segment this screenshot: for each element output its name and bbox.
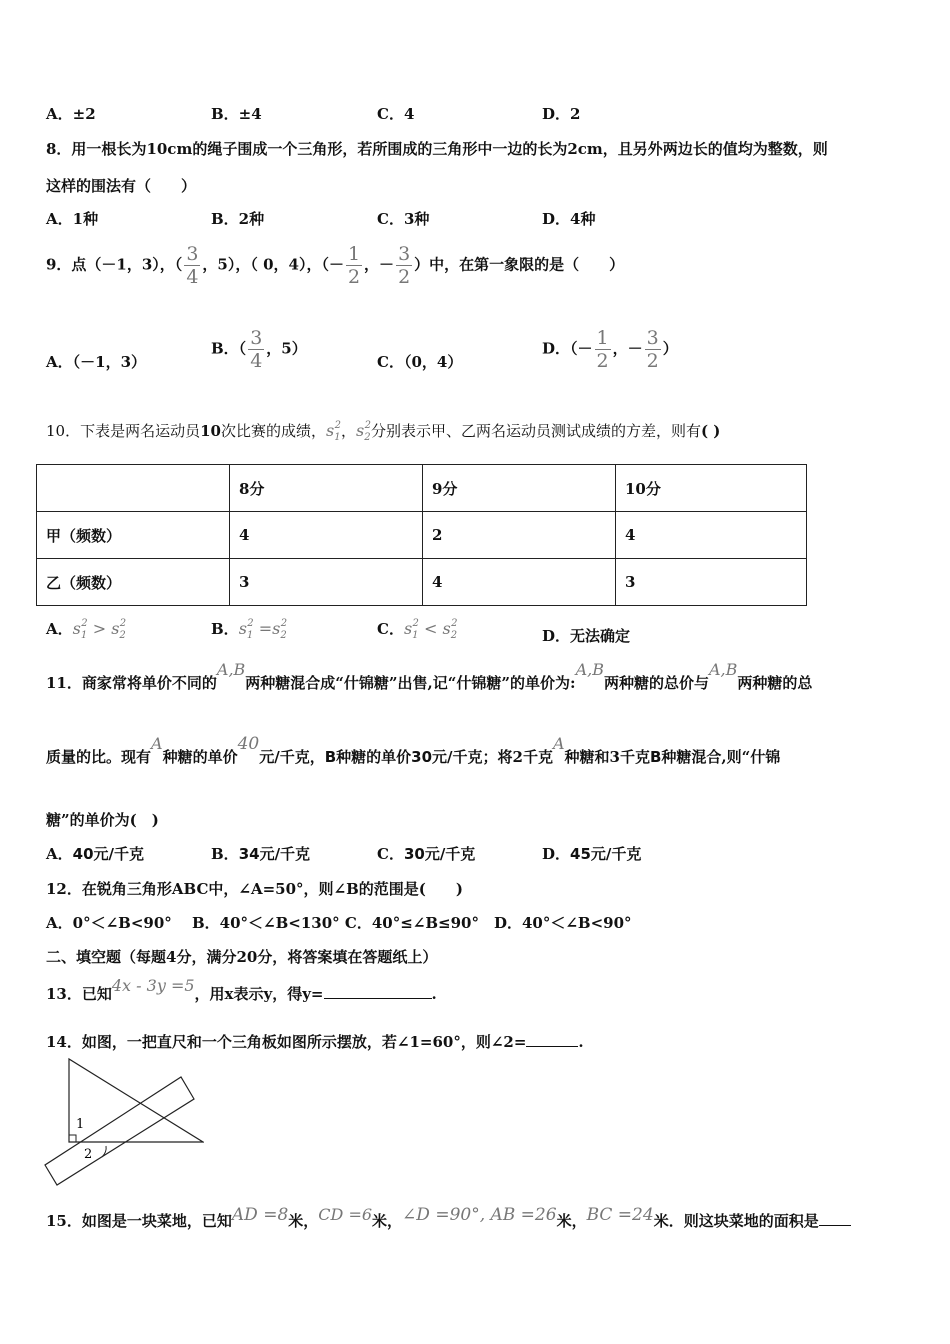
q12-options: A．0°＜∠B<90° B．40°＜∠B<130° C．40°≤∠B≤90° D．40°＜∠B<90° bbox=[46, 914, 632, 932]
table-header-cell bbox=[37, 465, 230, 512]
table-header-row bbox=[37, 465, 807, 512]
q10-option-c: C．$s_1^2 < s_2^2$ bbox=[377, 618, 458, 641]
q9-fraction-3-2: $\frac{3}{2}$ bbox=[398, 243, 411, 288]
q8-option-a: A．1种 bbox=[46, 210, 99, 228]
q9-option-a: A．（－1，3） bbox=[46, 353, 147, 371]
q9-option-b: B．（ $\frac{3}{4}$ ，5） bbox=[211, 327, 307, 372]
q9-option-c: C．（0，4） bbox=[377, 353, 463, 371]
set-square bbox=[69, 1059, 203, 1142]
variance-s2: $s_2^2$ bbox=[355, 420, 371, 443]
q9-fraction-3-4: $\frac{3}{4}$ bbox=[186, 243, 199, 288]
table-cell: 4 bbox=[230, 512, 423, 559]
q8-option-c: C．3种 bbox=[377, 210, 430, 228]
q11-option-d: D．45元/千克 bbox=[542, 845, 642, 863]
table-cell: 甲（频数） bbox=[37, 512, 230, 559]
q10-stem: 10．下表是两名运动员10次比赛的成绩，$s_1^2$，$s_2^2$分别表示甲、乙两名运动员测试成绩的方差，则有( ) bbox=[46, 420, 721, 443]
table-header-cell: 9分 bbox=[423, 465, 616, 512]
q8-option-d: D．4种 bbox=[542, 210, 596, 228]
angle-label-1: 1 bbox=[76, 1117, 85, 1132]
q10-option-b: B．$s_1^2 =s_2^2$ bbox=[211, 618, 288, 641]
q12-stem: 12．在锐角三角形ABC中，∠A=50°，则∠B的范围是( ) bbox=[46, 880, 463, 898]
table-header-cell: 8分 bbox=[230, 465, 423, 512]
q11-option-c: C．30元/千克 bbox=[377, 845, 476, 863]
q8-option-b: B．2种 bbox=[211, 210, 265, 228]
q11-line3: 糖”的单价为( ) bbox=[46, 811, 159, 829]
q7-option-d: D．2 bbox=[542, 105, 581, 123]
q9-option-d: D．（－ $\frac{1}{2}$ ，－ $\frac{3}{2}$ ） bbox=[542, 327, 678, 372]
section-heading: 二、填空题（每题4分，满分20分，将答案填在答题纸上） bbox=[46, 948, 438, 966]
ruler-triangle-figure bbox=[44, 1056, 204, 1186]
table-cell: 4 bbox=[616, 512, 807, 559]
table-cell: 3 bbox=[616, 559, 807, 606]
ruler bbox=[45, 1077, 194, 1185]
q14-stem: 14．如图，一把直尺和一个三角板如图所示摆放，若∠1=60°，则∠2= . bbox=[46, 1033, 584, 1051]
q10-option-d: D．无法确定 bbox=[542, 627, 631, 645]
angle-label-2: 2 bbox=[84, 1147, 93, 1162]
table-cell: 3 bbox=[230, 559, 423, 606]
table-cell: 4 bbox=[423, 559, 616, 606]
score-frequency-table bbox=[36, 464, 807, 606]
q8-stem-line2: 这样的围法有（ ） bbox=[46, 177, 197, 195]
q7-option-c: C．4 bbox=[377, 105, 415, 123]
q15-stem: 15．如图是一块菜地，已知AD =8米，CD =6米，∠D =90°, AB =26米，BC =24米．则这块菜地的面积是 bbox=[46, 1210, 851, 1231]
table-cell: 乙（频数） bbox=[37, 559, 230, 606]
table-header-cell: 10分 bbox=[616, 465, 807, 512]
table-cell: 2 bbox=[423, 512, 616, 559]
q10-option-a: A．$s_1^2 > s_2^2$ bbox=[46, 618, 127, 641]
q11-line2: 质量的比。现有A种糖的单价40元/千克，B种糖的单价30元/千克；将2千克A种糖和3千克B种糖混合,则“什锦 bbox=[46, 734, 781, 766]
right-angle-mark bbox=[69, 1135, 76, 1142]
table-row bbox=[37, 559, 807, 606]
variance-s1: $s_1^2$ bbox=[325, 420, 341, 443]
q9-fraction-1-2: $\frac{1}{2}$ bbox=[347, 243, 361, 288]
equation: 4x - 3y =5 bbox=[111, 976, 195, 995]
q11-option-b: B．34元/千克 bbox=[211, 845, 311, 863]
q7-option-a: A．±2 bbox=[46, 105, 96, 123]
table-row bbox=[37, 512, 807, 559]
q8-stem-line1: 8．用一根长为10cm的绳子围成一个三角形，若所围成的三角形中一边的长为2cm，且另外两边长的值均为整数，则 bbox=[46, 140, 828, 158]
q9-stem: 9．点（－1，3），（ $\frac{3}{4}$ ，5），（ 0，4），（－ $\frac{1}{2}$ ，－ $\frac{3}{2}$ ）中，在第一象限的是（ ） bbox=[46, 243, 625, 288]
q13-stem: 13．已知4x - 3y =5，用x表示y，得y= . bbox=[46, 976, 437, 1003]
q7-option-b: B．±4 bbox=[211, 105, 262, 123]
q11-option-a: A．40元/千克 bbox=[46, 845, 144, 863]
q11-line1: 11．商家常将单价不同的A,B两种糖混合成“什锦糖”出售,记“什锦糖”的单价为:A,B两种糖的总价与A,B两种糖的总 bbox=[46, 660, 813, 692]
